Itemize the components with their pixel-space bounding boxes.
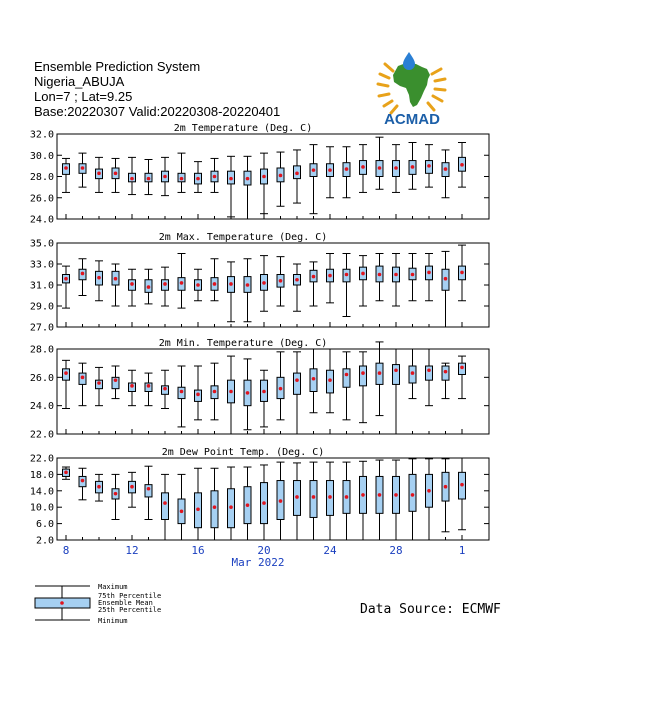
legend-p25: 25th Percentile (98, 606, 162, 614)
mean-marker (213, 282, 217, 286)
mean-marker (246, 283, 250, 287)
legend-maximum: Maximum (98, 583, 128, 591)
y-tick-label: 28.0 (29, 344, 54, 356)
mean-marker (147, 384, 151, 388)
mean-marker (163, 282, 167, 286)
mean-marker (81, 479, 85, 483)
y-tick-label: 10.0 (29, 502, 54, 514)
mean-marker (394, 368, 398, 372)
x-tick-label: 1 (458, 544, 466, 557)
mean-marker (345, 273, 349, 277)
mean-marker (427, 271, 431, 275)
mean-marker (229, 505, 233, 509)
mean-marker (279, 279, 283, 283)
mean-marker (163, 175, 167, 179)
mean-marker (444, 485, 448, 489)
mean-marker (312, 168, 316, 172)
mean-marker (361, 165, 365, 169)
mean-marker (114, 492, 118, 496)
mean-marker (229, 177, 233, 181)
plot-frame (57, 134, 489, 219)
mean-marker (64, 471, 68, 475)
plot-frame (57, 349, 489, 434)
mean-marker (81, 272, 85, 276)
y-tick-label: 2.0 (35, 535, 54, 547)
mean-marker (295, 278, 299, 282)
iqr-box (393, 365, 400, 385)
mean-marker (229, 282, 233, 286)
x-tick-label: 8 (62, 544, 70, 557)
header-station-name: Nigeria_ABUJA (34, 74, 125, 89)
iqr-box (409, 474, 416, 511)
mean-marker (279, 174, 283, 178)
x-tick-label: 24 (323, 544, 337, 557)
mean-marker (81, 166, 85, 170)
mean-marker (262, 175, 266, 179)
x-tick-label: 28 (389, 544, 403, 557)
y-tick-label: 33.0 (29, 259, 54, 271)
chart-legend (30, 580, 200, 628)
mean-marker (130, 384, 134, 388)
iqr-box (360, 366, 367, 386)
y-tick-label: 24.0 (29, 214, 54, 226)
legend-minimum: Minimum (98, 617, 128, 625)
panel-title: 2m Temperature (Deg. C) (173, 123, 313, 134)
mean-marker (196, 393, 200, 397)
panel-title: 2m Dew Point Temp. (Deg. C) (161, 447, 325, 458)
iqr-box (426, 366, 433, 380)
y-tick-label: 14.0 (29, 486, 54, 498)
x-tick-label: 16 (191, 544, 205, 557)
mean-marker (460, 483, 464, 487)
mean-marker (394, 166, 398, 170)
legend-mean: Ensemble Mean (98, 599, 153, 607)
mean-marker (229, 390, 233, 394)
mean-marker (114, 378, 118, 382)
mean-marker (279, 387, 283, 391)
mean-marker (262, 281, 266, 285)
mean-marker (97, 485, 101, 489)
mean-marker (262, 501, 266, 505)
mean-marker (411, 493, 415, 497)
iqr-box (310, 481, 317, 518)
mean-marker (328, 168, 332, 172)
mean-marker (460, 271, 464, 275)
mean-marker (328, 378, 332, 382)
logo-text: ACMAD (384, 111, 440, 126)
y-tick-label: 29.0 (29, 301, 54, 313)
panel-title: 2m Max. Temperature (Deg. C) (158, 232, 328, 243)
mean-marker (444, 167, 448, 171)
x-tick-label: 12 (125, 544, 139, 557)
y-tick-label: 22.0 (29, 429, 54, 441)
mean-marker (213, 505, 217, 509)
y-tick-label: 30.0 (29, 150, 54, 162)
y-tick-label: 6.0 (35, 519, 54, 531)
mean-marker (213, 390, 217, 394)
mean-marker (180, 177, 184, 181)
y-tick-label: 28.0 (29, 172, 54, 183)
y-tick-label: 31.0 (29, 280, 54, 292)
mean-marker (147, 285, 151, 289)
mean-marker (345, 495, 349, 499)
mean-marker (411, 273, 415, 277)
mean-marker (361, 272, 365, 276)
mean-marker (378, 371, 382, 375)
mean-marker (147, 177, 151, 181)
y-tick-label: 26.0 (29, 193, 54, 205)
y-tick-label: 18.0 (29, 469, 54, 481)
mean-marker (328, 495, 332, 499)
mean-marker (180, 390, 184, 394)
y-tick-label: 22.0 (29, 453, 54, 465)
mean-marker (394, 493, 398, 497)
mean-marker (97, 276, 101, 280)
mean-marker (345, 167, 349, 171)
mean-marker (361, 371, 365, 375)
mean-marker (378, 273, 382, 277)
y-tick-label: 24.0 (29, 401, 54, 413)
plot-frame (57, 243, 489, 327)
mean-marker (427, 489, 431, 493)
mean-marker (180, 281, 184, 285)
mean-marker (427, 164, 431, 168)
mean-marker (130, 282, 134, 286)
mean-marker (295, 378, 299, 382)
mean-marker (246, 391, 250, 395)
y-tick-label: 35.0 (29, 238, 54, 250)
y-tick-label: 32.0 (29, 129, 54, 141)
iqr-box (343, 369, 350, 387)
mean-marker (411, 165, 415, 169)
mean-marker (279, 499, 283, 503)
mean-marker (64, 371, 68, 375)
mean-marker (196, 283, 200, 287)
mean-marker (460, 366, 464, 370)
mean-marker (114, 172, 118, 176)
x-axis-label: Mar 2022 (231, 556, 285, 569)
mean-marker (130, 177, 134, 181)
mean-marker (163, 501, 167, 505)
mean-marker (312, 275, 316, 279)
mean-marker (97, 172, 101, 176)
mean-marker (196, 507, 200, 511)
mean-marker (246, 177, 250, 181)
mean-marker (196, 177, 200, 181)
mean-marker (460, 163, 464, 167)
mean-marker (427, 368, 431, 372)
mean-marker (163, 387, 167, 391)
mean-marker (213, 175, 217, 179)
mean-marker (394, 273, 398, 277)
header-coordinates: Lon=7 ; Lat=9.25 (34, 89, 133, 104)
panel-title: 2m Min. Temperature (Deg. C) (158, 338, 328, 349)
iqr-box (162, 493, 169, 520)
mean-marker (180, 510, 184, 514)
header-system-title: Ensemble Prediction System (34, 59, 201, 74)
x-tick-label: 20 (257, 544, 271, 557)
legend-p75: 75th Percentile (98, 592, 162, 600)
y-tick-label: 27.0 (29, 322, 54, 334)
iqr-box (211, 491, 218, 528)
mean-marker (312, 377, 316, 381)
mean-marker (444, 370, 448, 374)
mean-marker (130, 485, 134, 489)
plot-frame (57, 458, 489, 540)
mean-marker (345, 373, 349, 377)
mean-marker (64, 277, 68, 281)
data-source-note: Data Source: ECMWF (360, 602, 501, 617)
mean-marker (444, 277, 448, 281)
mean-marker (262, 390, 266, 394)
mean-marker (378, 493, 382, 497)
mean-marker (361, 493, 365, 497)
mean-marker (97, 381, 101, 385)
mean-marker (114, 277, 118, 281)
mean-marker (328, 274, 332, 278)
mean-marker (147, 487, 151, 491)
mean-marker (81, 376, 85, 380)
mean-marker (295, 495, 299, 499)
iqr-box (294, 373, 301, 394)
mean-marker (411, 371, 415, 375)
y-tick-label: 26.0 (29, 372, 54, 384)
mean-marker (246, 503, 250, 507)
mean-marker (378, 166, 382, 170)
mean-marker (295, 172, 299, 176)
iqr-box (145, 485, 152, 497)
header-dates: Base:20220307 Valid:20220308-20220401 (34, 104, 281, 119)
mean-marker (312, 495, 316, 499)
legend-mean-marker (60, 601, 64, 605)
mean-marker (64, 166, 68, 170)
